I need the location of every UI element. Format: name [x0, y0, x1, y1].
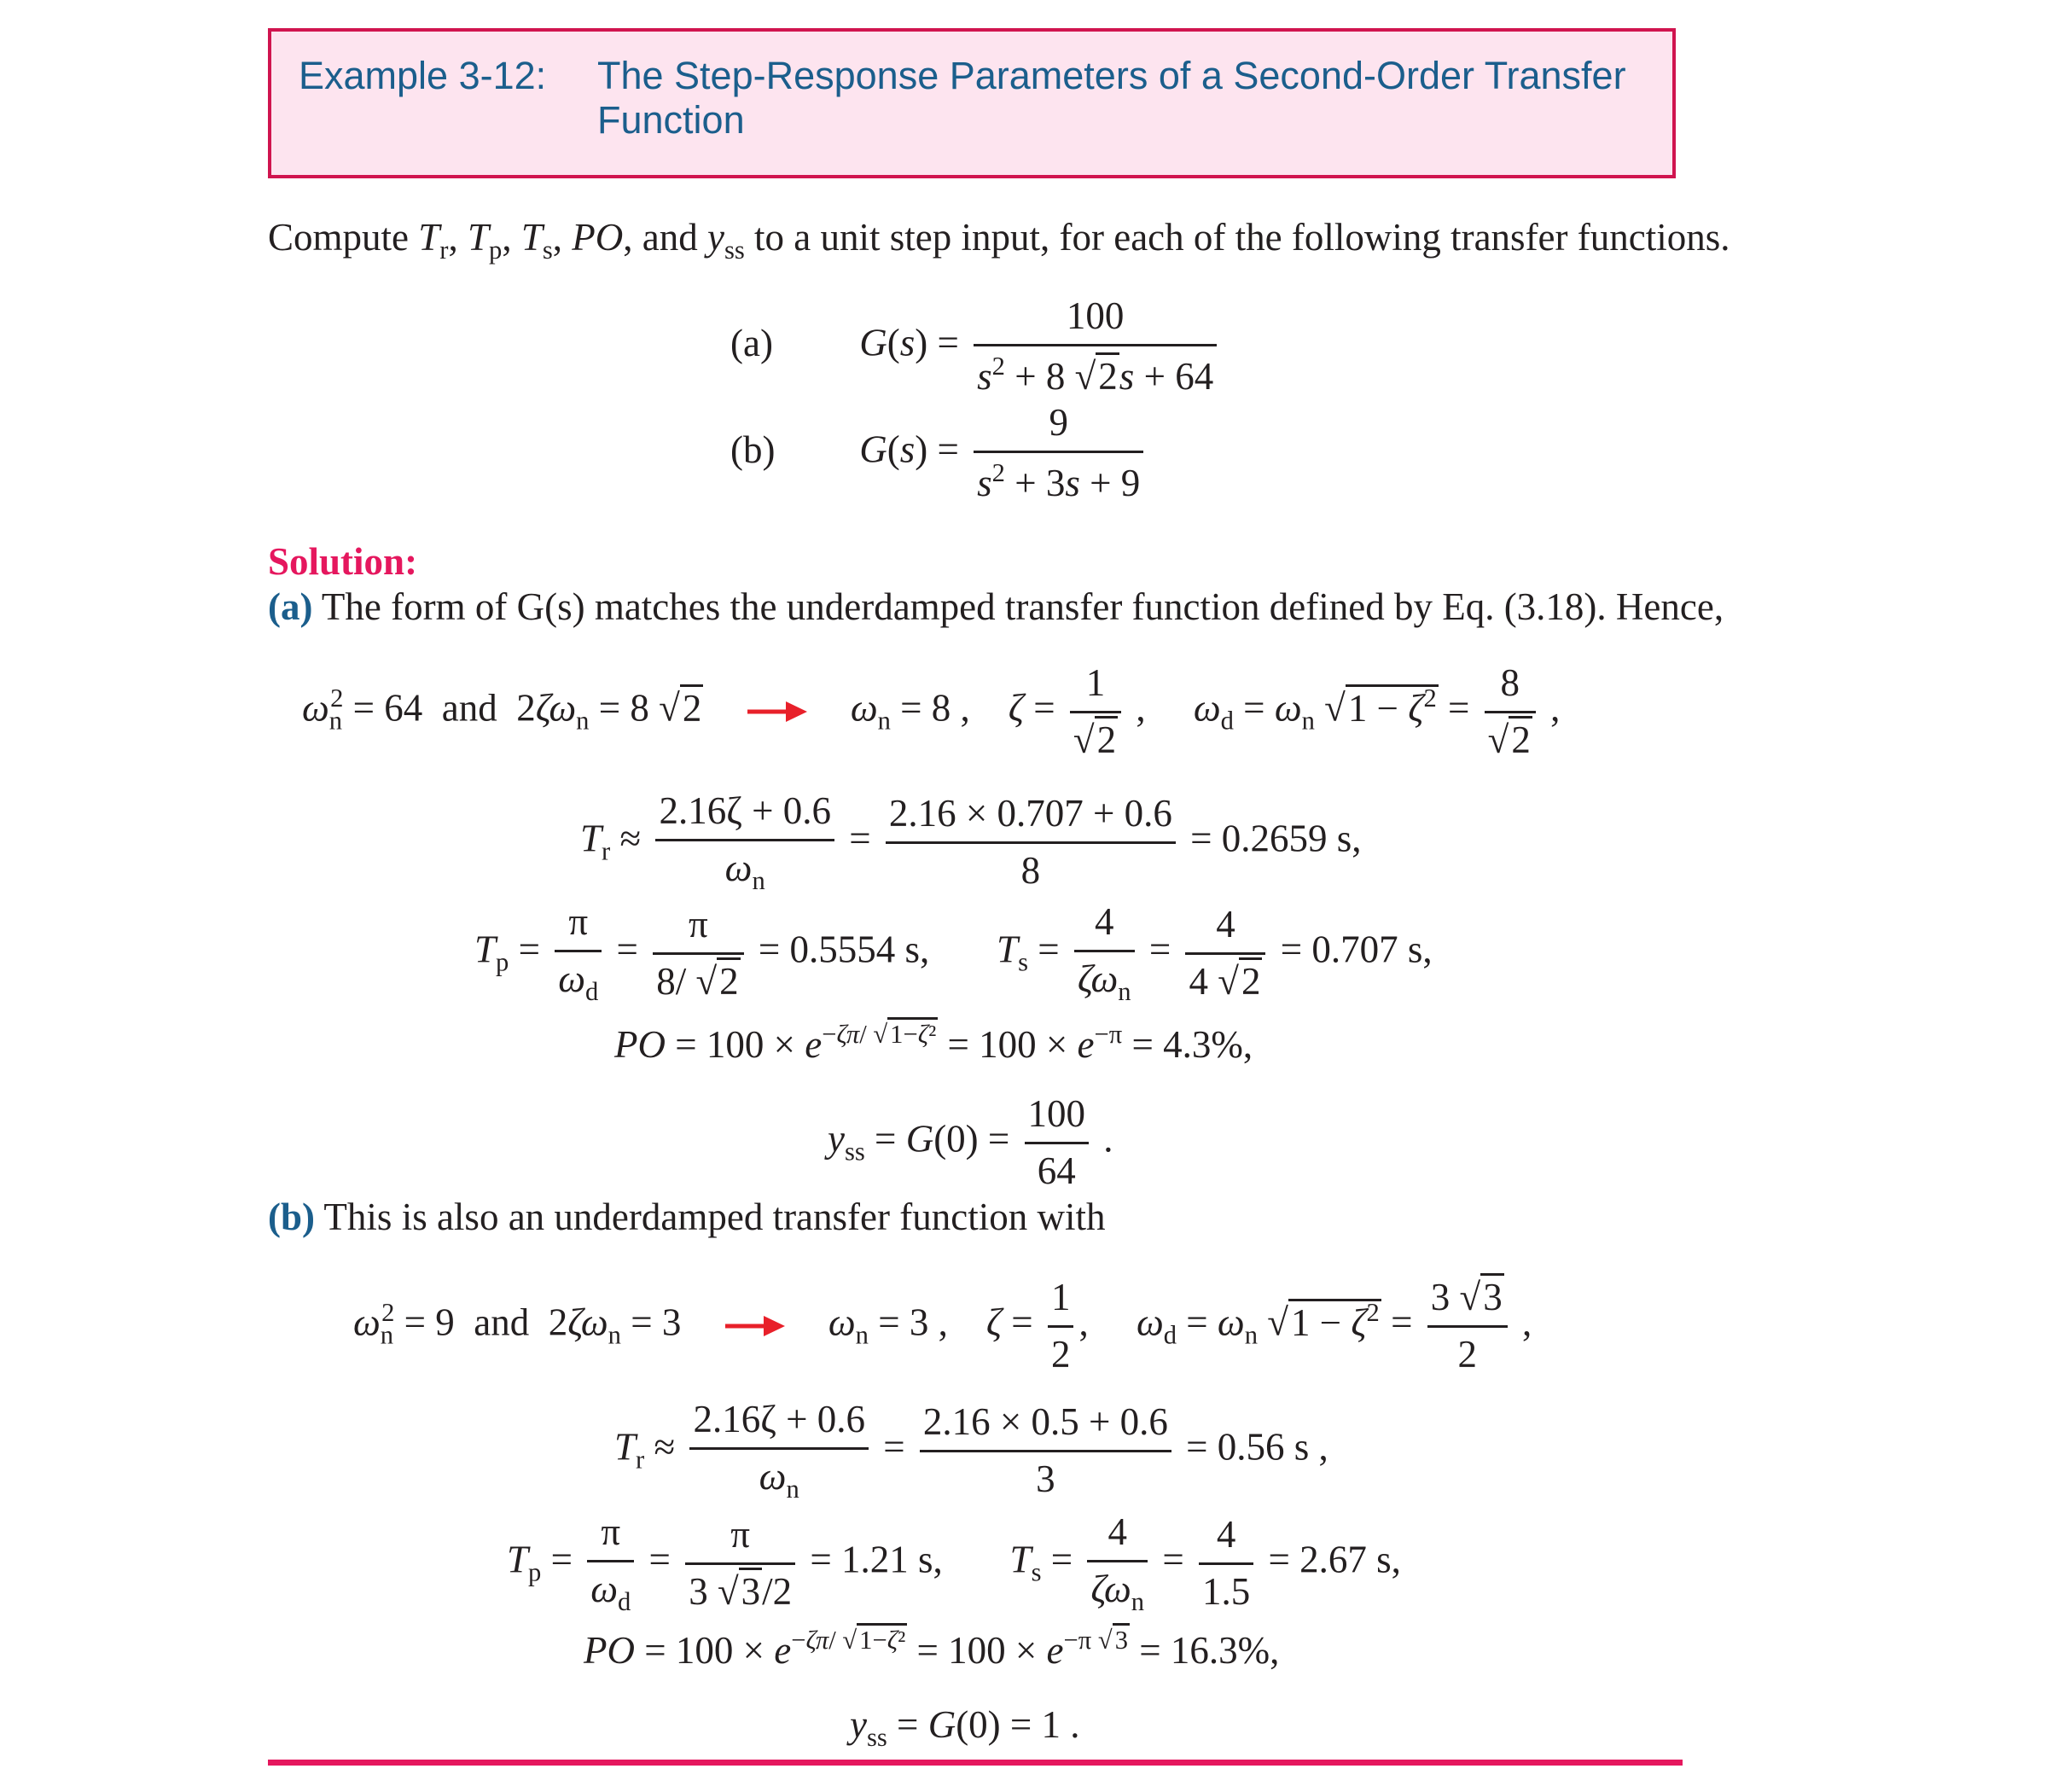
a-zeta-num: 1	[1070, 661, 1121, 713]
a-po-result: = 4.3%,	[1131, 1022, 1253, 1066]
a-tr-result: = 0.2659 s,	[1190, 817, 1362, 860]
a-wn: 8	[931, 686, 951, 730]
example-title: The Step-Response Parameters of a Second-Order Transfer Function	[597, 54, 1626, 142]
a-tr-sub-num: 2.16 × 0.707 + 0.6	[886, 792, 1176, 844]
problem-statement: Compute $T_r$, $T_p$, $T_s$, PO, and $y_{ss}$ to a unit step input, for each of the following transfer functions.	[268, 216, 1730, 265]
part-b-tr: $T_r$ ≈ $\frac{2.16\zeta + 0.6}{\omega_n}$ = $\frac{2.16 \times 0.5 + 0.6}{3}$ = 0.56 s ,	[614, 1398, 1328, 1504]
part-b-intro	[268, 1195, 1105, 1239]
b-po-result: = 16.3%,	[1139, 1628, 1280, 1672]
part-a-params: $\omega_n^2 = 64$ and $2\zeta\omega_n = 8$ √2 $\omega_n = 8$ , ζ = $\frac{1}{√2}$ , $\omega_d = \omega_n$ $√1 - \zeta^2$ = $\frac{8}{√2}$ ,	[302, 661, 1561, 761]
part-a-po: PO = $100 \times e^{-\zeta\pi/ √1-\zeta^2} = 100 \times e^{-\pi} = 4.3\%$,	[614, 1020, 1253, 1067]
arrow-b-icon	[725, 1313, 785, 1339]
a-2zwn: 8	[630, 686, 649, 730]
part-a-text: The form of G(s) matches the underdamped transfer function defined by Eq. (3.18). Hence,	[312, 585, 1724, 628]
a-tp-result: = 0.5554 s,	[758, 928, 930, 971]
a-yss-num: 100	[1025, 1092, 1090, 1144]
b-wn: 3	[909, 1300, 929, 1344]
b-ts-result: = 2.67 s,	[1268, 1538, 1401, 1581]
tf-a-num: 100	[974, 294, 1217, 346]
tf-a-label: (a)	[730, 321, 773, 364]
part-b-tp-ts: $T_p$ = $\frac{\pi}{\omega_d}$ = $\frac{\pi}{3 √3/2}$ = 1.21 s, $T_s$ = $\frac{4}{\zeta\omega_n}$ = $\frac{4}{1.5}$ = 2.67 s,	[507, 1510, 1401, 1616]
tf-a: (a) G(s) = $\frac{100}{s^2 + 8 √2s + 64}$	[730, 294, 1222, 399]
b-tr-formula-num: 2.16ζ + 0.6	[689, 1398, 869, 1450]
part-b-text: This is also an underdamped transfer function with	[315, 1196, 1106, 1238]
part-a-intro	[268, 585, 1724, 629]
b-wd-den: 2	[1457, 1332, 1477, 1376]
b-zeta-num: 1	[1048, 1276, 1074, 1328]
a-tr-formula-num: 2.16ζ + 0.6	[655, 789, 834, 841]
a-tr-sub-den: 8	[1020, 848, 1041, 892]
part-b-po: PO = $100 \times e^{-\zeta\pi/ √1-\zeta^2} = 100 \times e^{-\pi √3} = 16.3\%$,	[584, 1626, 1279, 1673]
arrow-a-icon	[747, 699, 807, 724]
a-wn2: 64	[384, 686, 423, 730]
a-ts-sub-den: 4	[1189, 959, 1208, 1003]
example-label: Example 3-12:	[299, 54, 547, 97]
part-a-label: (a)	[268, 585, 313, 628]
part-b-params: $\omega_n^2 = 9$ and $2\zeta\omega_n = 3$ $\omega_n = 3$ , ζ = $\frac{1}{2}$ , $\omega_d = \omega_n$ $√1 - \zeta^2$ = $\frac{3 √3}{2}$ ,	[353, 1276, 1532, 1377]
part-a-tp-ts: $T_p$ = $\frac{\pi}{\omega_d}$ = $\frac{\pi}{8/ √2}$ = 0.5554 s, $T_s$ = $\frac{4}{\zeta\omega_n}$ = $\frac{4}{4 √2}$ = 0.707 s,	[474, 900, 1433, 1006]
b-tr-sub-num: 2.16 × 0.5 + 0.6	[920, 1400, 1171, 1452]
b-ts-sub-num: 4	[1199, 1513, 1253, 1565]
b-wn2: 9	[435, 1300, 455, 1344]
a-wd-num: 8	[1485, 661, 1536, 713]
a-ts-result: = 0.707 s,	[1280, 928, 1433, 971]
solution-heading: Solution:	[268, 540, 418, 583]
tf-b-num: 9	[974, 401, 1143, 453]
part-a-yss: $y_{ss} = G(0)$ = $\frac{100}{64}$ .	[828, 1092, 1113, 1192]
b-tr-result: = 0.56 s ,	[1186, 1425, 1328, 1469]
a-ts-num: 4	[1074, 900, 1135, 952]
a-tp-sub-den: 8/	[656, 959, 687, 1003]
part-a-tr: $T_r$ ≈ $\frac{2.16\zeta + 0.6}{\omega_n}$ = $\frac{2.16 \times 0.707 + 0.6}{8}$ = 0.2659 s,	[580, 789, 1362, 895]
problem-intro-start: Compute	[268, 216, 419, 259]
b-tr-sub-den: 3	[1036, 1457, 1055, 1500]
b-ts-num: 4	[1087, 1510, 1148, 1562]
part-b-label: (b)	[268, 1196, 315, 1238]
b-tp-sub-den: 3	[689, 1569, 708, 1613]
a-yss-den: 64	[1037, 1149, 1076, 1192]
tf-b-label: (b)	[730, 428, 776, 471]
b-wd-num: 3	[1430, 1276, 1450, 1318]
b-yss-result: = 1 .	[1009, 1703, 1080, 1746]
bottom-rule	[268, 1760, 1683, 1766]
b-ts-sub-den: 1.5	[1201, 1569, 1251, 1613]
b-tp-result: = 1.21 s,	[810, 1538, 943, 1581]
problem-intro-end: to a unit step input, for each of the following transfer functions.	[744, 216, 1730, 259]
part-b-yss: $y_{ss} = G(0) = 1$ .	[850, 1703, 1080, 1752]
b-zeta-den: 2	[1050, 1332, 1071, 1376]
b-2zwn: 3	[661, 1300, 682, 1344]
tf-b: (b) G(s) = $\frac{9}{s^2 + 3s + 9}$	[730, 401, 1148, 505]
